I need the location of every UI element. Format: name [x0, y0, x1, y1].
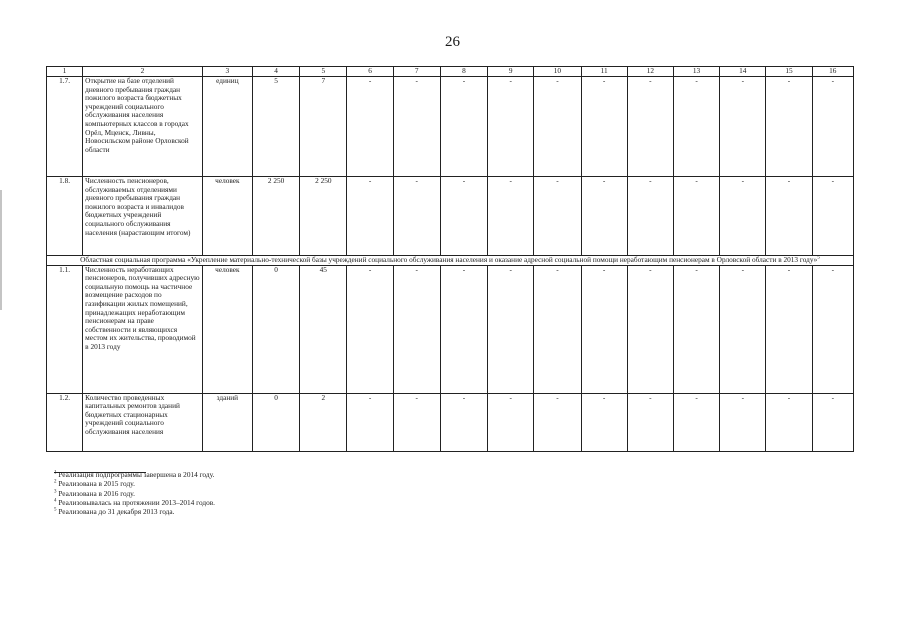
footnote-mark: 3: [54, 489, 57, 495]
value-cell: -: [812, 77, 853, 177]
value-cell: 7: [300, 77, 347, 177]
footnote-item: [54, 479, 215, 488]
value-cell: -: [534, 177, 581, 256]
footnote-item: [54, 507, 215, 516]
value-cell: -: [812, 265, 853, 393]
unit-cell: единиц: [202, 77, 252, 177]
footnote-mark: 1: [54, 470, 57, 476]
value-cell: 2 250: [252, 177, 299, 256]
value-cell: -: [673, 265, 719, 393]
scan-margin-mark: [0, 190, 2, 310]
value-cell: -: [766, 177, 812, 256]
row-number: 1.7.: [47, 77, 83, 177]
value-cell: -: [812, 177, 853, 256]
column-number-cell: 14: [720, 67, 766, 77]
value-cell: -: [766, 77, 812, 177]
section-title: Областная социальная программа «Укрепление материально-технической базы учреждений социального обслуживания населения и оказание адресной социальной помощи неработающим пенсионерам в Орловской области в 2013 году»: [80, 255, 818, 264]
table-row: [47, 265, 854, 393]
value-cell: -: [766, 393, 812, 451]
value-cell: -: [440, 265, 487, 393]
value-cell: -: [627, 77, 673, 177]
column-number-cell: 3: [202, 67, 252, 77]
column-number-cell: 15: [766, 67, 812, 77]
value-cell: -: [720, 393, 766, 451]
value-cell: 2: [300, 393, 347, 451]
value-cell: -: [581, 77, 627, 177]
value-cell: -: [488, 177, 534, 256]
footnote-text: Реализована в 2016 году.: [58, 488, 135, 498]
value-cell: 5: [252, 77, 299, 177]
value-cell: -: [720, 77, 766, 177]
value-cell: -: [440, 77, 487, 177]
value-cell: -: [534, 393, 581, 451]
unit-cell: человек: [202, 177, 252, 256]
value-cell: -: [627, 177, 673, 256]
indicator-name: Численность неработающих пенсионеров, получивших адресную социальную помощь на частичное возмещение расходов по газификации жилых помещений, принадлежащих неработающим пенсионерам на праве собственности и являющихся местом их жительства, проводимой в 2013 году: [83, 265, 203, 393]
value-cell: -: [720, 177, 766, 256]
column-number-cell: 11: [581, 67, 627, 77]
footnote-item: [54, 489, 215, 498]
value-cell: 0: [252, 265, 299, 393]
footnote-item: [54, 498, 215, 507]
value-cell: -: [581, 393, 627, 451]
footnote-text: Реализована в 2015 году.: [58, 479, 135, 489]
section-title-cell: [47, 256, 854, 266]
column-number-cell: 5: [300, 67, 347, 77]
indicator-name: Количество проведенных капитальных ремонтов зданий бюджетных стационарных учреждений социального обслуживания населения: [83, 393, 203, 451]
value-cell: -: [534, 265, 581, 393]
value-cell: -: [488, 77, 534, 177]
column-number-cell: 1: [47, 67, 83, 77]
column-number-cell: 16: [812, 67, 853, 77]
footnote-text: Реализовывалась на протяжении 2013–2014 годов.: [58, 497, 216, 507]
value-cell: 45: [300, 265, 347, 393]
footnote-text: Реализация подпрограммы завершена в 2014 году.: [58, 470, 215, 479]
indicator-name: Открытие на базе отделений дневного пребывания граждан пожилого возраста бюджетных учреждений социального обслуживания населения компьютерных классов в городах Орёл, Мценск, Ливны, Новосильском районе Орловской области: [83, 77, 203, 177]
value-cell: -: [393, 177, 440, 256]
value-cell: 0: [252, 393, 299, 451]
column-number-cell: 8: [440, 67, 487, 77]
column-number-cell: 13: [673, 67, 719, 77]
value-cell: -: [347, 177, 393, 256]
section-footnote-ref: 5: [817, 255, 820, 261]
value-cell: -: [347, 393, 393, 451]
value-cell: -: [627, 265, 673, 393]
footnote-mark: 2: [54, 479, 57, 485]
indicator-name: Численность пенсионеров, обслуживаемых отделениями дневного пребывания граждан пожилого возраста и инвалидов бюджетных учреждений социального обслуживания населения (нарастающим итогом): [83, 177, 203, 256]
unit-cell: зданий: [202, 393, 252, 451]
column-number-cell: 2: [83, 67, 203, 77]
value-cell: -: [812, 393, 853, 451]
indicators-table: [46, 66, 854, 452]
footnote-mark: 5: [54, 507, 57, 513]
footnote-mark: 4: [54, 498, 57, 504]
value-cell: -: [393, 77, 440, 177]
value-cell: -: [673, 177, 719, 256]
value-cell: -: [534, 77, 581, 177]
footnote-text: Реализована до 31 декабря 2013 года.: [58, 507, 175, 517]
page-number: 26: [445, 34, 460, 50]
section-row: [47, 256, 854, 266]
column-number-cell: 10: [534, 67, 581, 77]
value-cell: -: [488, 393, 534, 451]
value-cell: -: [581, 265, 627, 393]
value-cell: -: [347, 265, 393, 393]
row-number: 1.2.: [47, 393, 83, 451]
table-row: [47, 177, 854, 256]
value-cell: -: [440, 393, 487, 451]
row-number: 1.8.: [47, 177, 83, 256]
column-number-cell: 12: [627, 67, 673, 77]
value-cell: -: [627, 393, 673, 451]
value-cell: -: [720, 265, 766, 393]
column-number-cell: 6: [347, 67, 393, 77]
value-cell: -: [440, 177, 487, 256]
column-number-row: [47, 67, 854, 77]
value-cell: -: [766, 265, 812, 393]
value-cell: -: [393, 265, 440, 393]
table-row: [47, 393, 854, 451]
column-number-cell: 9: [488, 67, 534, 77]
value-cell: -: [488, 265, 534, 393]
value-cell: -: [581, 177, 627, 256]
table-row: [47, 77, 854, 177]
row-number: 1.1.: [47, 265, 83, 393]
value-cell: -: [393, 393, 440, 451]
footnotes: [54, 470, 215, 516]
value-cell: -: [673, 393, 719, 451]
footnote-item: [54, 470, 215, 479]
value-cell: 2 250: [300, 177, 347, 256]
value-cell: -: [347, 77, 393, 177]
unit-cell: человек: [202, 265, 252, 393]
value-cell: -: [673, 77, 719, 177]
column-number-cell: 4: [252, 67, 299, 77]
column-number-cell: 7: [393, 67, 440, 77]
